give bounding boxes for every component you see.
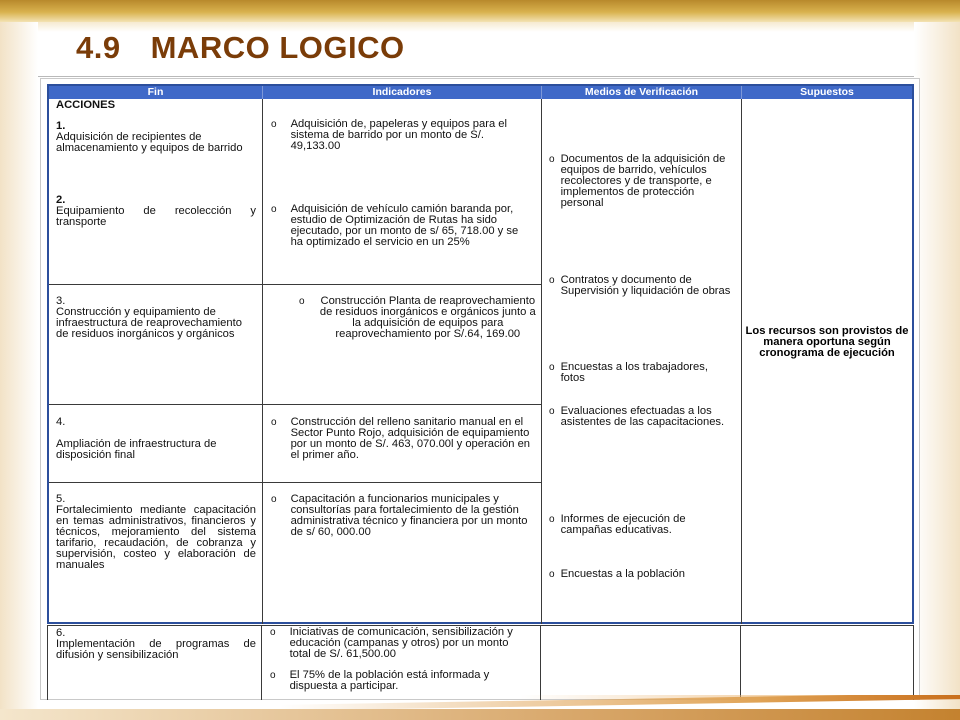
bottom-decorative-bands (0, 695, 960, 720)
medio-text-1: Documentos de la adquisición de equipos de barrido, vehículos recolectores y de transporte, e implementos de protección personal (560, 153, 726, 209)
fin-item-3-num: 3. (56, 295, 66, 307)
row-divider (49, 404, 542, 405)
fin-item-5-text: Fortalecimiento mediante capacitación en temas administrativos, financieros y técnicos, mejoramiento del sistema tarifario, recaudación, de cobranza y supervisión, costeo y elaboración de manuales (56, 504, 256, 571)
bullet-icon: o (271, 204, 277, 215)
fin-item-4-text: Ampliación de infraestructura de disposición final (56, 438, 217, 461)
logical-framework-table (47, 84, 914, 624)
medio-item-1 (549, 154, 735, 209)
indicator-text-5: Capacitación a funcionarios municipales y consultorías para fortalecimiento de la gestión administrativa técnico y financiera por un monto de s/ 60, 000.00 (290, 493, 528, 538)
continuation-table (47, 625, 914, 700)
fin-item-6-num: 6. (56, 627, 66, 639)
table-header-row (49, 86, 912, 99)
title-underline (38, 76, 914, 77)
medio-item-4 (549, 406, 735, 428)
fin-cell-6 (56, 628, 256, 661)
bullet-icon: o (270, 670, 276, 681)
indicator-item-5 (271, 494, 533, 538)
fin-item-3-text: Construcción y equipamiento de infraestructura de reaprovechamiento de residuos inorgánicos y orgánicos (56, 306, 242, 340)
fin-item-2-text: Equipamiento de recolección y transporte (56, 205, 256, 228)
medio-item-3 (549, 362, 735, 384)
section-title: MARCO LOGICO (150, 30, 405, 65)
bullet-icon: o (549, 406, 555, 417)
bullet-icon: o (549, 154, 555, 165)
header-indicadores: Indicadores (263, 86, 542, 99)
bullet-icon: o (271, 494, 277, 505)
column-divider (741, 99, 742, 624)
fin-cell-3 (56, 296, 256, 340)
slide-title (76, 30, 405, 66)
column-divider (541, 99, 542, 624)
bullet-icon: o (549, 569, 555, 580)
fin-item-1-text: Adquisición de recipientes de almacenamiento y equipos de barrido (56, 131, 243, 154)
indicator-item-7 (270, 670, 532, 692)
header-fin: Fin (49, 86, 263, 99)
indicator-text-7: El 75% de la población está informada y dispuesta a participar. (289, 669, 490, 692)
bullet-icon: o (299, 296, 305, 307)
bullet-icon: o (270, 627, 276, 638)
bullet-icon: o (549, 514, 555, 525)
indicator-item-2 (271, 204, 533, 248)
section-number: 4.9 (76, 30, 121, 65)
bullet-icon: o (549, 362, 555, 373)
indicator-text-6: Iniciativas de comunicación, sensibilización y educación (campanas y otros) por un monto total de S/. 61,500.00 (289, 626, 513, 660)
header-medios: Medios de Verificación (542, 86, 742, 99)
fin-cell-5 (56, 494, 256, 571)
fin-item-2-num: 2. (56, 194, 66, 206)
fin-cell-4 (56, 417, 256, 461)
right-decorative-stripe (914, 22, 960, 720)
bullet-icon: o (271, 417, 277, 428)
indicator-text-1: Adquisición de, papeleras y equipos para el sistema de barrido por un monto de S/. 49,133.00 (290, 118, 507, 152)
indicator-item-6 (270, 627, 532, 660)
indicator-text-3: Construcción Planta de reaprovechamiento de residuos inorgánicos e orgánicos junto a la adquisición de equipos para reaprovechamiento por S/.64, 169.00 (319, 295, 536, 340)
row-divider (49, 284, 542, 285)
column-divider (262, 99, 263, 624)
medio-text-6: Encuestas a la población (560, 568, 685, 580)
fin-item-5-num: 5. (56, 493, 66, 505)
medio-item-5 (549, 514, 735, 536)
fin-item-4-num: 4. (56, 416, 66, 428)
header-supuestos: Supuestos (742, 86, 912, 99)
column-divider (540, 626, 541, 700)
medio-text-4: Evaluaciones efectuadas a los asistentes de las capacitaciones. (560, 405, 725, 428)
medio-text-5: Informes de ejecución de campañas educativas. (560, 513, 686, 536)
medio-item-6 (549, 569, 735, 580)
acciones-label: ACCIONES (56, 99, 116, 111)
column-divider (740, 626, 741, 700)
row-divider (49, 482, 542, 483)
indicator-text-4: Construcción del relleno sanitario manual en el Sector Punto Rojo, adquisición de equipamiento por un monto de S/. 463, 070.00l y operación en el primer año. (290, 416, 531, 461)
bullet-icon: o (549, 275, 555, 286)
indicator-item-4 (271, 417, 533, 461)
supuestos-text: Los recursos son provistos de manera oportuna según cronograma de ejecución (745, 325, 909, 359)
left-decorative-stripe (0, 22, 38, 720)
decor-band (0, 709, 960, 720)
fin-item-6-text: Implementación de programas de difusión y sensibilización (56, 638, 256, 661)
indicator-item-1 (271, 119, 533, 152)
indicator-item-3 (299, 296, 537, 340)
top-decorative-bar (0, 0, 960, 22)
bullet-icon: o (271, 119, 277, 130)
medio-item-2 (549, 275, 735, 297)
medio-text-3: Encuestas a los trabajadores, fotos (560, 361, 708, 384)
fin-cell-1 (56, 100, 256, 228)
indicator-text-2: Adquisición de vehículo camión baranda por, estudio de Optimización de Rutas ha sido ejecutado, por un monto de s/ 65, 718.00 y se ha optimizado el servicio en un 25% (290, 203, 519, 248)
medio-text-2: Contratos y documento de Supervisión y liquidación de obras (560, 274, 731, 297)
fin-item-1-num: 1. (56, 120, 66, 132)
column-divider (261, 626, 262, 700)
